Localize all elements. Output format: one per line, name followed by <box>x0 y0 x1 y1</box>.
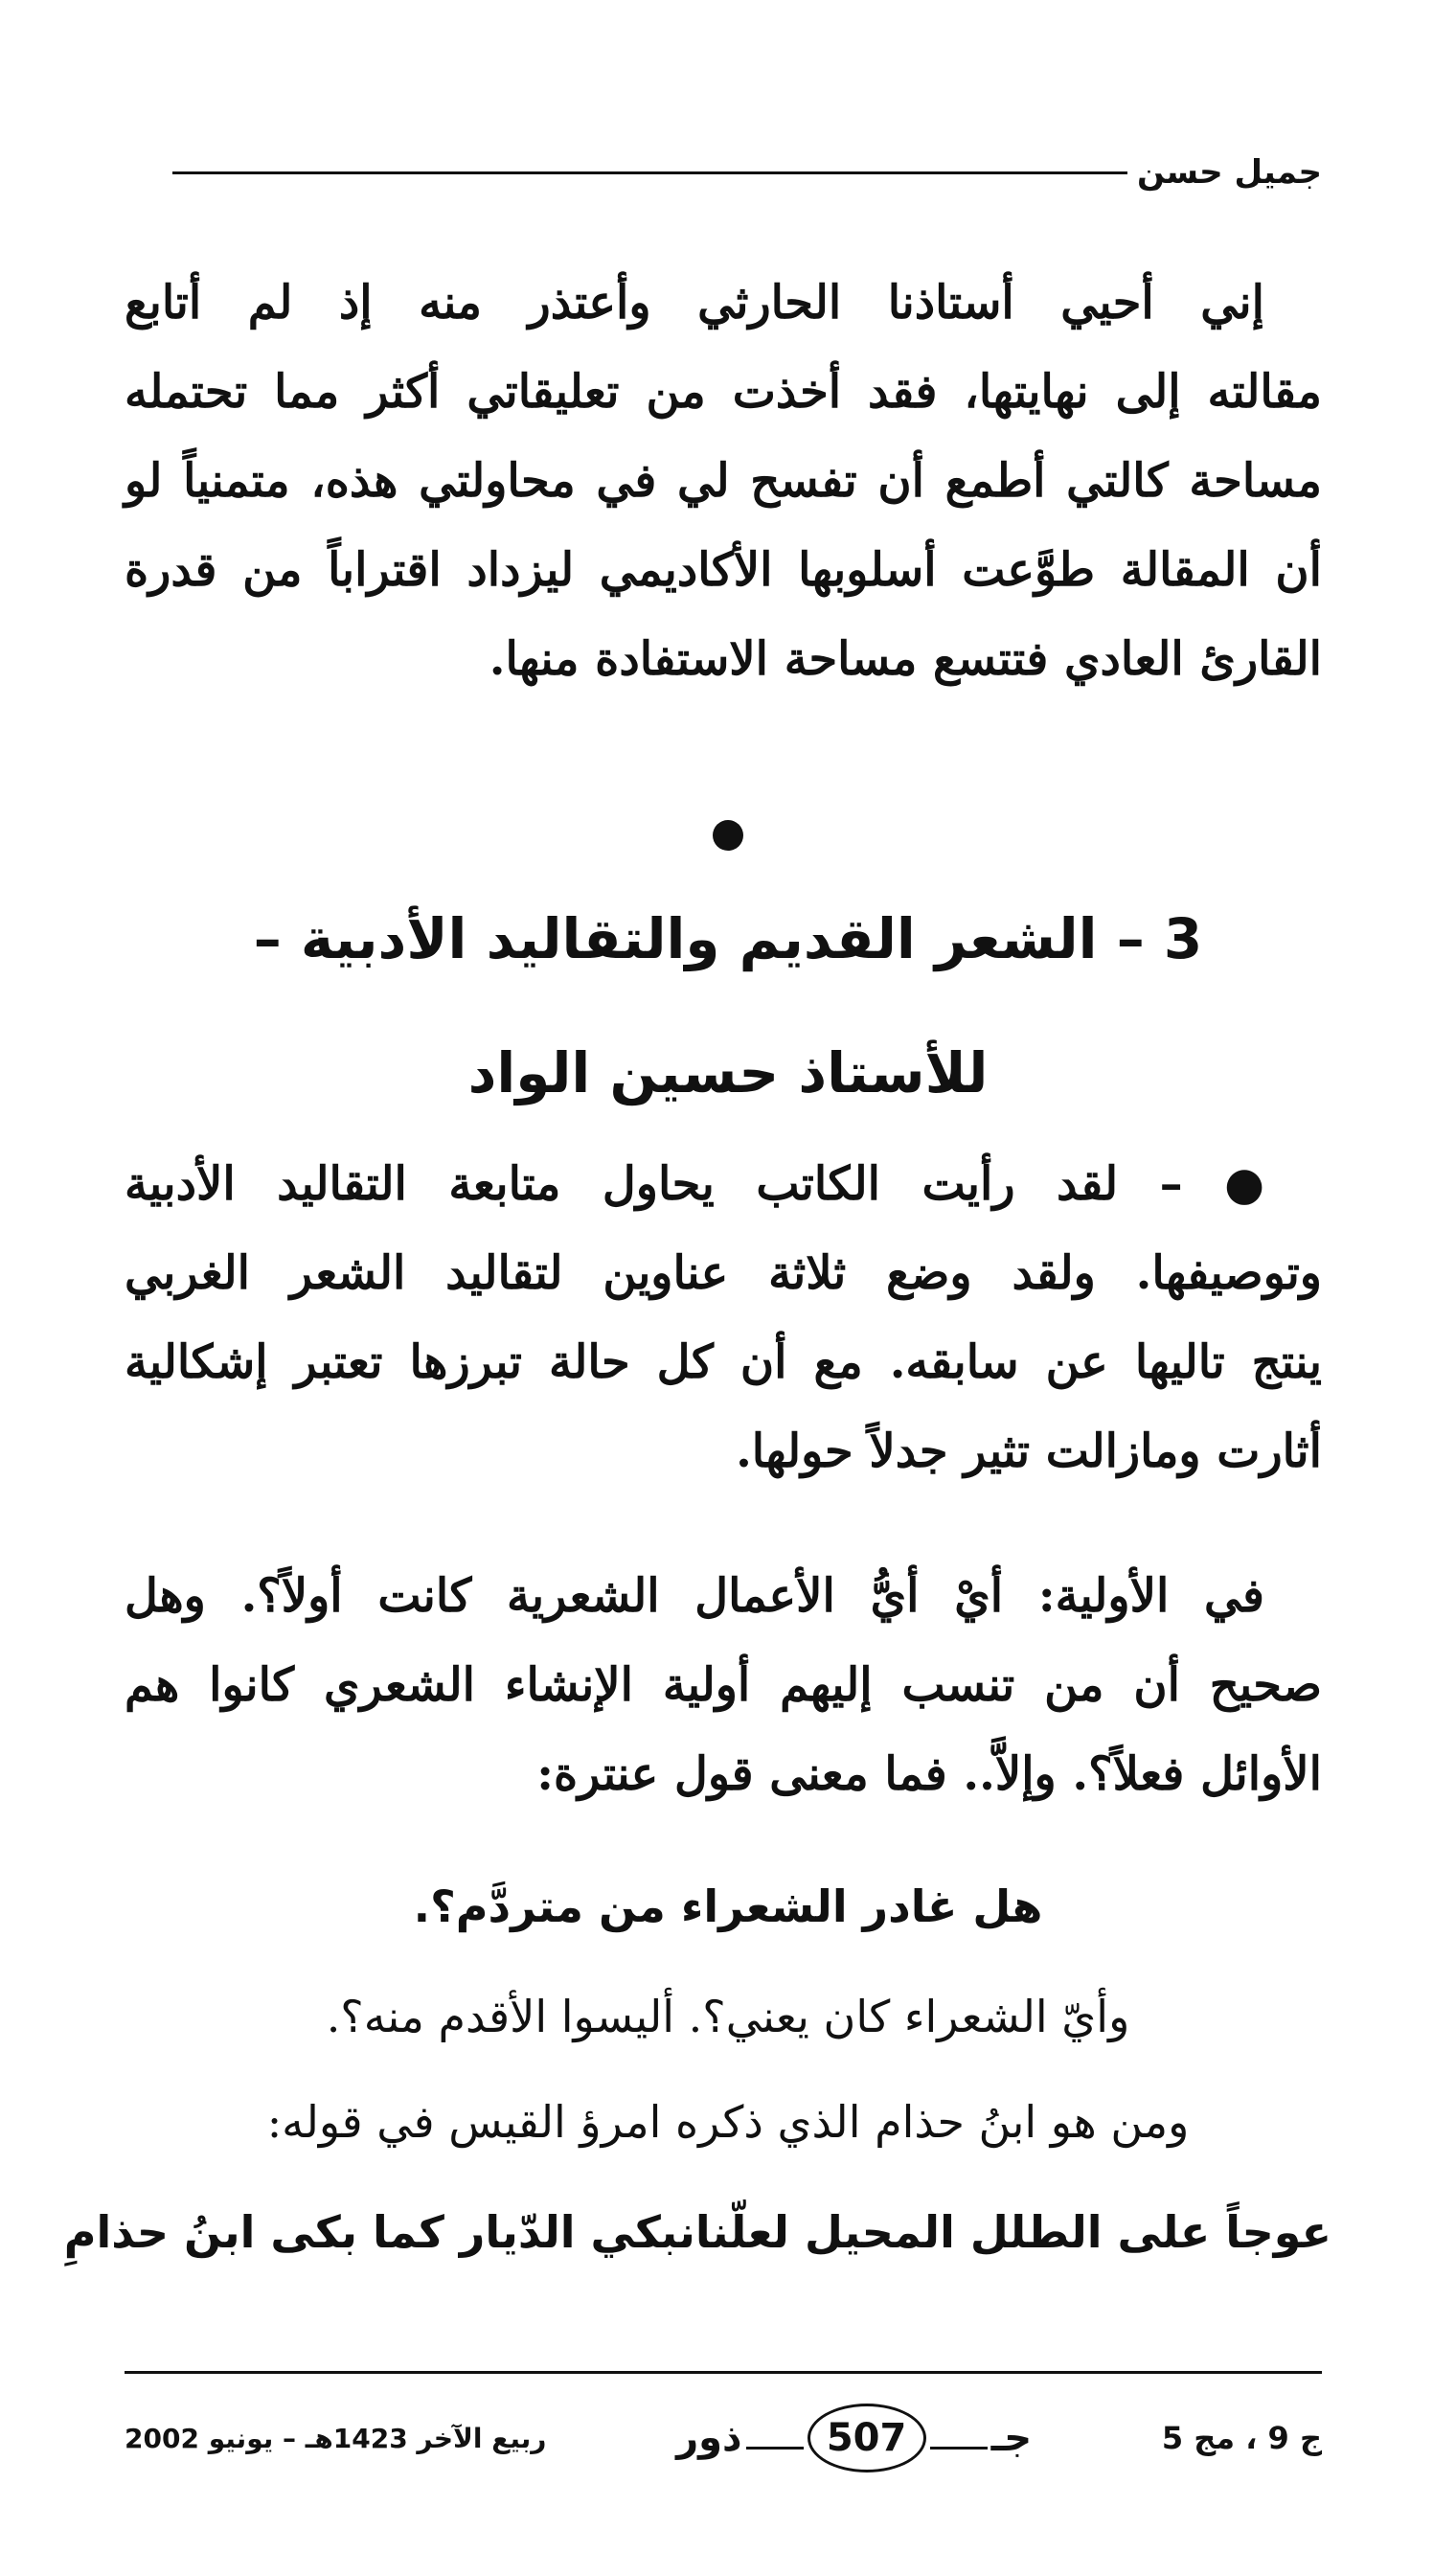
section-subtitle: للأستاذ حسين الواد <box>467 1040 989 1105</box>
text-line: ومن هو ابنُ حذام الذي ذكره امرؤ القيس في قوله: <box>266 2096 1190 2148</box>
paragraph-line: ● – لقد رأيت الكاتب يحاول متابعة التقاليد الأدبية <box>125 1157 1264 1211</box>
bullet-icon <box>713 820 743 851</box>
tatweel-line <box>746 2447 804 2450</box>
page-number: 507 <box>808 2404 926 2472</box>
paragraph-2 <box>125 1140 1322 1496</box>
poem-verse <box>63 2194 1331 2270</box>
running-header <box>172 144 1322 201</box>
paragraph-line: ينتج تاليها عن سابقه. مع أن كل حالة تبرزها تعتبر إشكالية <box>125 1335 1322 1389</box>
section-title: 3 – الشعر القديم والتقاليد الأدبية – <box>253 906 1203 971</box>
footer-rule <box>125 2371 1322 2374</box>
paragraph-line: وتوصيفها. ولقد وضع ثلاثة عناوين لتقاليد الشعر الغربي <box>125 1246 1322 1300</box>
journal-name-part: ذور <box>676 2416 742 2460</box>
tatweel-line <box>930 2447 988 2450</box>
paragraph-line: مساحة كالتي أطمع أن تفسح لي في محاولتي هذه، متمنياً لو <box>125 454 1322 508</box>
paragraph-line: صحيح أن من تنسب إليهم أولية الإنشاء الشعري كانوا هم <box>125 1658 1322 1712</box>
paragraph-1 <box>125 259 1322 704</box>
section-separator-bullet <box>0 805 1456 862</box>
paragraph-line: إني أحيي أستاذنا الحارثي وأعتذر منه إذ لم أتابع <box>125 276 1264 330</box>
verse-second-hemistich: نبكي الدّيار كما بكى ابنُ حذامِ <box>63 2206 695 2258</box>
paragraph-line: أن المقالة طوَّعت أسلوبها الأكاديمي ليزداد اقتراباً من قدرة <box>125 543 1322 597</box>
paragraph-line: في الأولية: أيْ أيُّ الأعمال الشعرية كانت أولاً؟. وهل <box>125 1569 1264 1623</box>
paragraph-3 <box>125 1552 1322 1819</box>
journal-name-part: جـ <box>990 2416 1033 2460</box>
verse-first-hemistich: عوجاً على الطلل المحيل لعلّنا <box>694 2206 1331 2258</box>
paragraph-line: القارئ العادي فتتسع مساحة الاستفادة منها. <box>489 632 1322 686</box>
paragraph-line: مقالته إلى نهايتها، فقد أخذت من تعليقاتي أكثر مما تحتمله <box>125 365 1322 419</box>
text-line: وأيّ الشعراء كان يعني؟. أليسوا الأقدم منه؟. <box>326 1991 1130 2042</box>
footer-date: ربيع الآخر 1423هـ – يونيو 2002 <box>125 2422 547 2454</box>
header-author: جميل حسن <box>1136 153 1322 192</box>
paragraph-line: الأوائل فعلاً؟. وإلاَّ.. فما معنى قول عنترة: <box>536 1747 1322 1801</box>
paragraph-line: أثارت ومازالت تثير جدلاً حولها. <box>736 1424 1322 1478</box>
header-rule <box>172 171 1127 174</box>
footer-volume: ج 9 ، مج 5 <box>1161 2420 1322 2456</box>
quoted-verse: هل غادر الشعراء من متردَّم؟. <box>413 1880 1043 1932</box>
footer-journal <box>676 2404 1032 2472</box>
page-footer <box>125 2400 1322 2476</box>
